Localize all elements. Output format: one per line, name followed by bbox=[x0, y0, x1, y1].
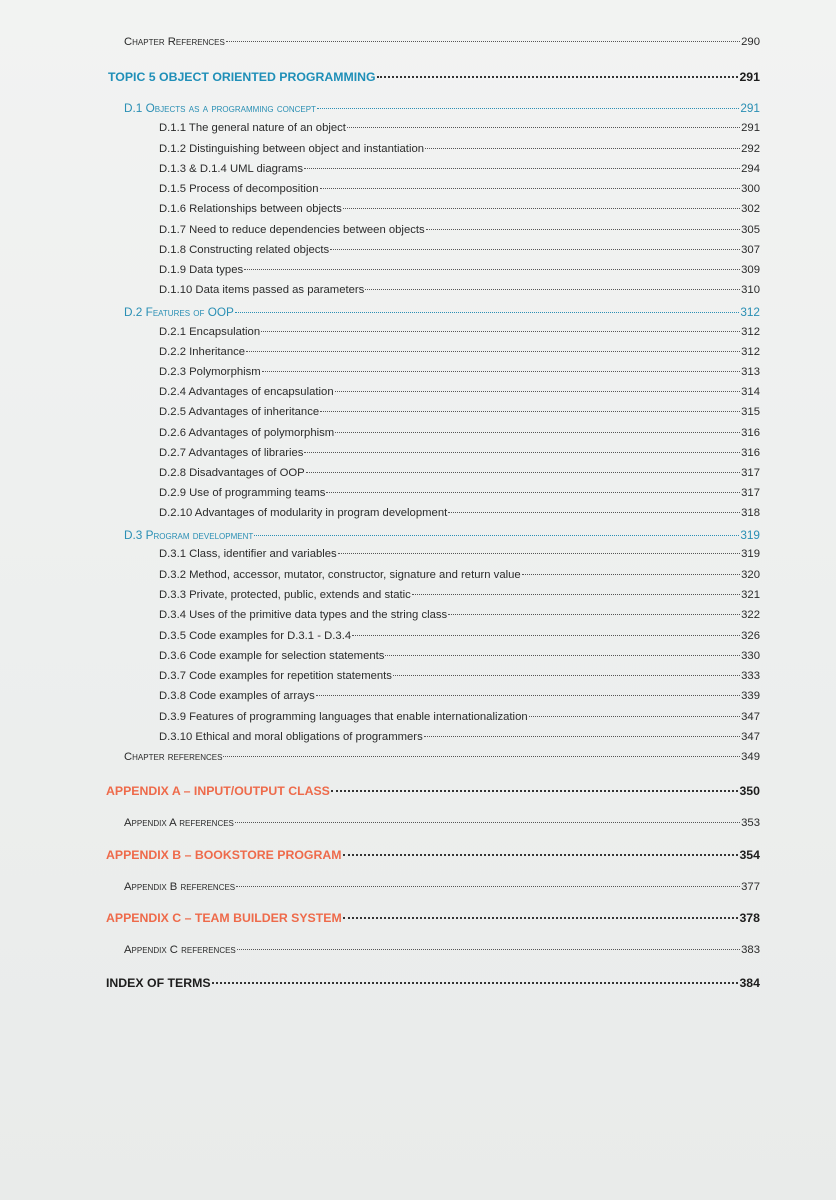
toc-entry-page-number: 312 bbox=[741, 346, 760, 358]
toc-entry-page-number: 384 bbox=[739, 976, 760, 990]
subsection-entry bbox=[159, 163, 760, 181]
appendix-entry bbox=[106, 784, 760, 802]
subsection-entry bbox=[159, 650, 760, 668]
toc-entry-label: INDEX OF TERMS bbox=[106, 976, 211, 990]
toc-entry-label: D.1.6 Relationships between objects bbox=[159, 203, 342, 215]
dot-leader bbox=[335, 391, 741, 392]
toc-entry-label: D.2.2 Inheritance bbox=[159, 346, 246, 358]
appendix-entry bbox=[106, 911, 760, 929]
toc-entry-page-number: 312 bbox=[741, 326, 760, 338]
toc-entry-page-number: 319 bbox=[741, 548, 760, 560]
dot-leader bbox=[335, 432, 740, 433]
toc-entry-page-number: 310 bbox=[741, 284, 760, 296]
subsection-entry bbox=[159, 467, 760, 485]
subsection-entry bbox=[159, 346, 760, 364]
toc-entry-page-number: 330 bbox=[741, 650, 760, 662]
topic-entry bbox=[108, 70, 760, 88]
toc-entry-page-number: 319 bbox=[740, 528, 760, 542]
toc-entry-label: D.2.6 Advantages of polymorphism bbox=[159, 427, 335, 439]
references-entry bbox=[124, 751, 760, 769]
toc-entry-label: D.1.10 Data items passed as parameters bbox=[159, 284, 365, 296]
references-entry bbox=[124, 881, 760, 899]
dot-leader bbox=[343, 208, 740, 209]
toc-entry-label: Appendix C references bbox=[124, 944, 236, 956]
toc-entry-page-number: 291 bbox=[740, 101, 760, 115]
dot-leader bbox=[320, 411, 740, 412]
toc-entry-page-number: 378 bbox=[739, 911, 760, 925]
toc-entry-page-number: 307 bbox=[741, 244, 760, 256]
toc-entry-label: D.1.5 Process of decomposition bbox=[159, 183, 319, 195]
subsection-entry bbox=[159, 507, 760, 525]
subsection-entry bbox=[159, 224, 760, 242]
toc-entry-page-number: 317 bbox=[741, 487, 760, 499]
toc-entry-page-number: 383 bbox=[741, 944, 760, 956]
subsection-entry bbox=[159, 569, 760, 587]
toc-entry-page-number: 294 bbox=[741, 163, 760, 175]
dot-leader bbox=[304, 452, 740, 453]
subsection-entry bbox=[159, 487, 760, 505]
dot-leader bbox=[235, 822, 740, 823]
toc-entry-page-number: 291 bbox=[739, 70, 760, 84]
toc-entry-page-number: 353 bbox=[741, 817, 760, 829]
toc-entry-page-number: 377 bbox=[741, 881, 760, 893]
toc-entry-page-number: 347 bbox=[741, 711, 760, 723]
dot-leader bbox=[352, 635, 740, 636]
toc-entry-page-number: 292 bbox=[741, 143, 760, 155]
toc-entry-label: D.2 Features of OOP bbox=[124, 305, 234, 319]
section-entry bbox=[124, 528, 760, 546]
dot-leader bbox=[365, 289, 740, 290]
toc-entry-page-number: 316 bbox=[741, 427, 760, 439]
toc-entry-label: D.3.5 Code examples for D.3.1 - D.3.4 bbox=[159, 630, 352, 642]
dot-leader bbox=[316, 695, 740, 696]
dot-leader bbox=[254, 535, 739, 536]
dot-leader bbox=[522, 574, 740, 575]
toc-entry-label: D.3 Program development bbox=[124, 528, 254, 542]
dot-leader bbox=[235, 312, 739, 313]
toc-entry-page-number: 302 bbox=[741, 203, 760, 215]
dot-leader bbox=[529, 716, 741, 717]
dot-leader bbox=[385, 655, 740, 656]
toc-entry-page-number: 314 bbox=[741, 386, 760, 398]
toc-entry-page-number: 290 bbox=[741, 36, 760, 48]
toc-entry-page-number: 291 bbox=[741, 122, 760, 134]
toc-entry-label: D.2.5 Advantages of inheritance bbox=[159, 406, 320, 418]
dot-leader bbox=[448, 512, 740, 513]
dot-leader bbox=[377, 76, 739, 78]
subsection-entry bbox=[159, 731, 760, 749]
toc-entry-label: D.3.9 Features of programming languages that enable internationalization bbox=[159, 711, 528, 723]
subsection-entry bbox=[159, 690, 760, 708]
dot-leader bbox=[236, 886, 740, 887]
dot-leader bbox=[393, 675, 740, 676]
toc-entry-label: D.3.7 Code examples for repetition statements bbox=[159, 670, 392, 682]
toc-entry-label: TOPIC 5 OBJECT ORIENTED PROGRAMMING bbox=[108, 70, 376, 84]
dot-leader bbox=[317, 108, 739, 109]
toc-entry-label: D.3.10 Ethical and moral obligations of programmers bbox=[159, 731, 423, 743]
toc-entry-label: D.3.4 Uses of the primitive data types and the string class bbox=[159, 609, 448, 621]
toc-entry-page-number: 300 bbox=[741, 183, 760, 195]
subsection-entry bbox=[159, 143, 760, 161]
toc-entry-label: D.1.9 Data types bbox=[159, 264, 244, 276]
subsection-entry bbox=[159, 326, 760, 344]
subsection-entry bbox=[159, 630, 760, 648]
section-entry bbox=[124, 305, 760, 323]
toc-entry-label: D.3.6 Code example for selection statements bbox=[159, 650, 385, 662]
references-entry bbox=[124, 944, 760, 962]
toc-entry-label: Chapter References bbox=[124, 36, 225, 48]
subsection-entry bbox=[159, 122, 760, 140]
dot-leader bbox=[304, 168, 740, 169]
subsection-entry bbox=[159, 447, 760, 465]
toc-entry-label: D.3.2 Method, accessor, mutator, constructor, signature and return value bbox=[159, 569, 521, 581]
toc-entry-label: Chapter references bbox=[124, 751, 223, 763]
section-entry bbox=[124, 101, 760, 119]
toc-entry-label: APPENDIX B – BOOKSTORE PROGRAM bbox=[106, 848, 342, 862]
subsection-entry bbox=[159, 589, 760, 607]
dot-leader bbox=[237, 949, 740, 950]
subsection-entry bbox=[159, 284, 760, 302]
dot-leader bbox=[330, 249, 740, 250]
subsection-entry bbox=[159, 427, 760, 445]
dot-leader bbox=[223, 756, 740, 757]
toc-entry-page-number: 318 bbox=[741, 507, 760, 519]
toc-entry-page-number: 317 bbox=[741, 467, 760, 479]
subsection-entry bbox=[159, 670, 760, 688]
toc-entry-label: Appendix B references bbox=[124, 881, 236, 893]
dot-leader bbox=[448, 614, 740, 615]
references-entry bbox=[124, 817, 760, 835]
toc-entry-label: D.2.4 Advantages of encapsulation bbox=[159, 386, 334, 398]
subsection-entry bbox=[159, 244, 760, 262]
dot-leader bbox=[226, 41, 740, 42]
dot-leader bbox=[425, 148, 740, 149]
dot-leader bbox=[343, 917, 739, 919]
dot-leader bbox=[338, 553, 740, 554]
toc-entry-page-number: 313 bbox=[741, 366, 760, 378]
dot-leader bbox=[331, 790, 739, 792]
subsection-entry bbox=[159, 548, 760, 566]
subsection-entry bbox=[159, 366, 760, 384]
index-entry bbox=[106, 976, 760, 994]
toc-entry-page-number: 309 bbox=[741, 264, 760, 276]
toc-entry-page-number: 350 bbox=[739, 784, 760, 798]
subsection-entry bbox=[159, 711, 760, 729]
dot-leader bbox=[212, 982, 739, 984]
toc-entry-label: APPENDIX C – TEAM BUILDER SYSTEM bbox=[106, 911, 342, 925]
dot-leader bbox=[261, 331, 740, 332]
toc-entry-label: D.2.3 Polymorphism bbox=[159, 366, 261, 378]
subsection-entry bbox=[159, 386, 760, 404]
toc-entry-page-number: 326 bbox=[741, 630, 760, 642]
toc-entry-page-number: 354 bbox=[739, 848, 760, 862]
toc-entry-label: D.1 Objects as a programming concept bbox=[124, 101, 316, 115]
toc-entry-label: D.1.8 Constructing related objects bbox=[159, 244, 330, 256]
dot-leader bbox=[412, 594, 740, 595]
toc-entry-label: D.1.1 The general nature of an object bbox=[159, 122, 346, 134]
toc-entry-label: D.2.9 Use of programming teams bbox=[159, 487, 326, 499]
toc-entry-label: D.3.3 Private, protected, public, extends and static bbox=[159, 589, 411, 601]
dot-leader bbox=[343, 854, 739, 856]
subsection-entry bbox=[159, 183, 760, 201]
toc-entry-label: D.1.2 Distinguishing between object and instantiation bbox=[159, 143, 425, 155]
toc-entry-page-number: 315 bbox=[741, 406, 760, 418]
toc-entry-page-number: 321 bbox=[741, 589, 760, 601]
toc-entry-label: APPENDIX A – INPUT/OUTPUT CLASS bbox=[106, 784, 330, 798]
toc-entry-page-number: 349 bbox=[741, 751, 760, 763]
toc-entry-label: D.2.10 Advantages of modularity in program development bbox=[159, 507, 448, 519]
toc-entry-label: D.2.1 Encapsulation bbox=[159, 326, 261, 338]
toc-entry-label: D.2.8 Disadvantages of OOP bbox=[159, 467, 305, 479]
subsection-entry bbox=[159, 406, 760, 424]
toc-entry-page-number: 312 bbox=[740, 305, 760, 319]
dot-leader bbox=[426, 229, 740, 230]
dot-leader bbox=[244, 269, 740, 270]
toc-entry-label: D.1.7 Need to reduce dependencies between objects bbox=[159, 224, 425, 236]
subsection-entry bbox=[159, 609, 760, 627]
dot-leader bbox=[326, 492, 740, 493]
subsection-entry bbox=[159, 264, 760, 282]
dot-leader bbox=[320, 188, 741, 189]
dot-leader bbox=[306, 472, 740, 473]
subsection-entry bbox=[159, 203, 760, 221]
toc-entry-label: D.3.8 Code examples of arrays bbox=[159, 690, 315, 702]
toc-entry-page-number: 305 bbox=[741, 224, 760, 236]
toc-entry-label: D.1.3 & D.1.4 UML diagrams bbox=[159, 163, 303, 175]
dot-leader bbox=[262, 371, 740, 372]
toc-entry-page-number: 339 bbox=[741, 690, 760, 702]
toc-entry-label: Appendix A references bbox=[124, 817, 234, 829]
toc-entry-label: D.3.1 Class, identifier and variables bbox=[159, 548, 337, 560]
toc-entry-page-number: 320 bbox=[741, 569, 760, 581]
dot-leader bbox=[424, 736, 740, 737]
appendix-entry bbox=[106, 848, 760, 866]
toc-entry-page-number: 333 bbox=[741, 670, 760, 682]
dot-leader bbox=[246, 351, 740, 352]
toc-entry-label: D.2.7 Advantages of libraries bbox=[159, 447, 304, 459]
dot-leader bbox=[347, 127, 740, 128]
toc-entry-page-number: 347 bbox=[741, 731, 760, 743]
toc-entry-page-number: 322 bbox=[741, 609, 760, 621]
toc-entry-page-number: 316 bbox=[741, 447, 760, 459]
references-entry bbox=[124, 36, 760, 54]
